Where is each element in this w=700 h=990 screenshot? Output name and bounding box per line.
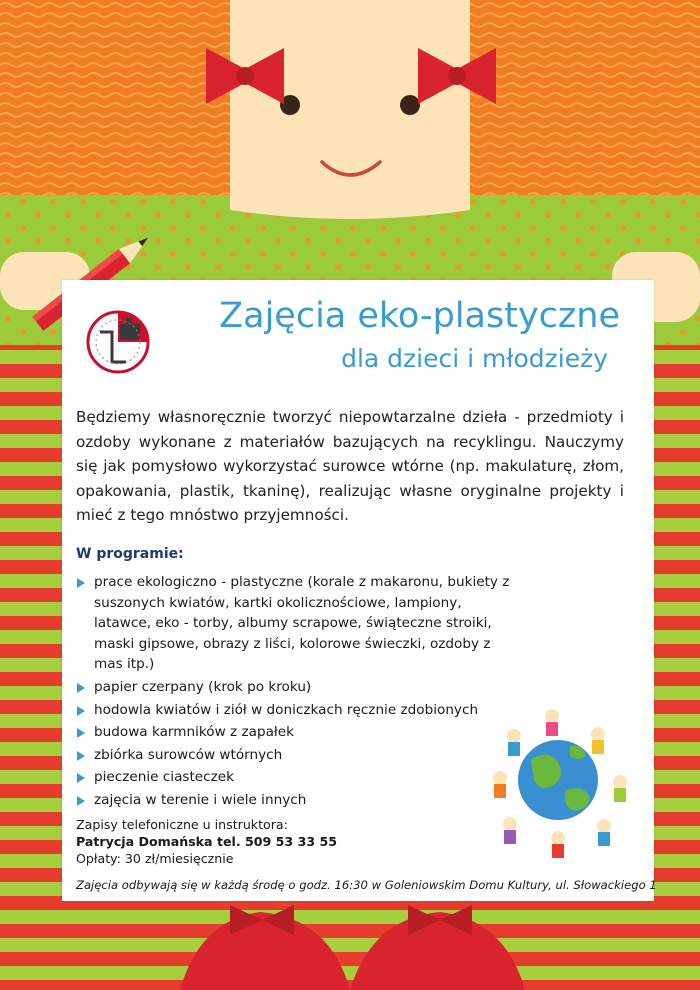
globe-with-children-illustration	[486, 700, 636, 860]
contact-person: Patrycja Domańska tel. 509 53 33 55	[76, 834, 338, 849]
program-heading: W programie:	[76, 546, 184, 562]
face	[230, 0, 470, 219]
program-item: zajęcia w terenie i wiele innych	[76, 790, 632, 811]
program-item: papier czerpany (krok po kroku)	[76, 677, 632, 698]
program-item: pieczenie ciasteczek	[76, 767, 632, 788]
goleniowski-dom-kultury-logo	[86, 302, 150, 382]
program-item: hodowla kwiatów i ziół w doniczkach ręcznie zdobionych	[76, 700, 632, 721]
page-title: Zajęcia eko-plastyczne	[219, 296, 620, 336]
intro-paragraph: Będziemy własnoręcznie tworzyć niepowtarzalne dzieła - przedmioty i ozdoby wykonane z materiałów bazujących na recyklingu. Nauczymy się jak pomysłowo wykorzystać surowce wtórne (np. makulaturę, złom, opakowania, plastik, tkaninę), realizując własne oryginalne projekty i mieć z tego mnóstwo przyjemności.	[76, 408, 624, 524]
schedule-note: Zajęcia odbywają się w każdą środę o godz. 16:30 w Goleniowskim Domu Kultury, ul. Słowackiego 1	[76, 878, 657, 892]
right-eye	[400, 95, 420, 115]
contact-label: Zapisy telefoniczne u instruktora:	[76, 817, 288, 832]
contact-block	[76, 816, 337, 867]
program-item: budowa karmników z zapałek	[76, 722, 632, 743]
fee-info: Opłaty: 30 zł/miesięcznie	[76, 851, 234, 866]
program-item: zbiórka surowców wtórnych	[76, 745, 632, 766]
page-subtitle: dla dzieci i młodzieży	[341, 344, 608, 373]
program-item: prace ekologiczno - plastyczne (korale z makaronu, bukiety z suszonych kwiatów, kartki okolicznościowe, lampiony, latawce, eko - torby, albumy scrapowe, świąteczne stroiki, maski gipsowe, obrazy z liści, kolorowe świeczki, ozdoby z mas itp.)	[76, 572, 514, 675]
